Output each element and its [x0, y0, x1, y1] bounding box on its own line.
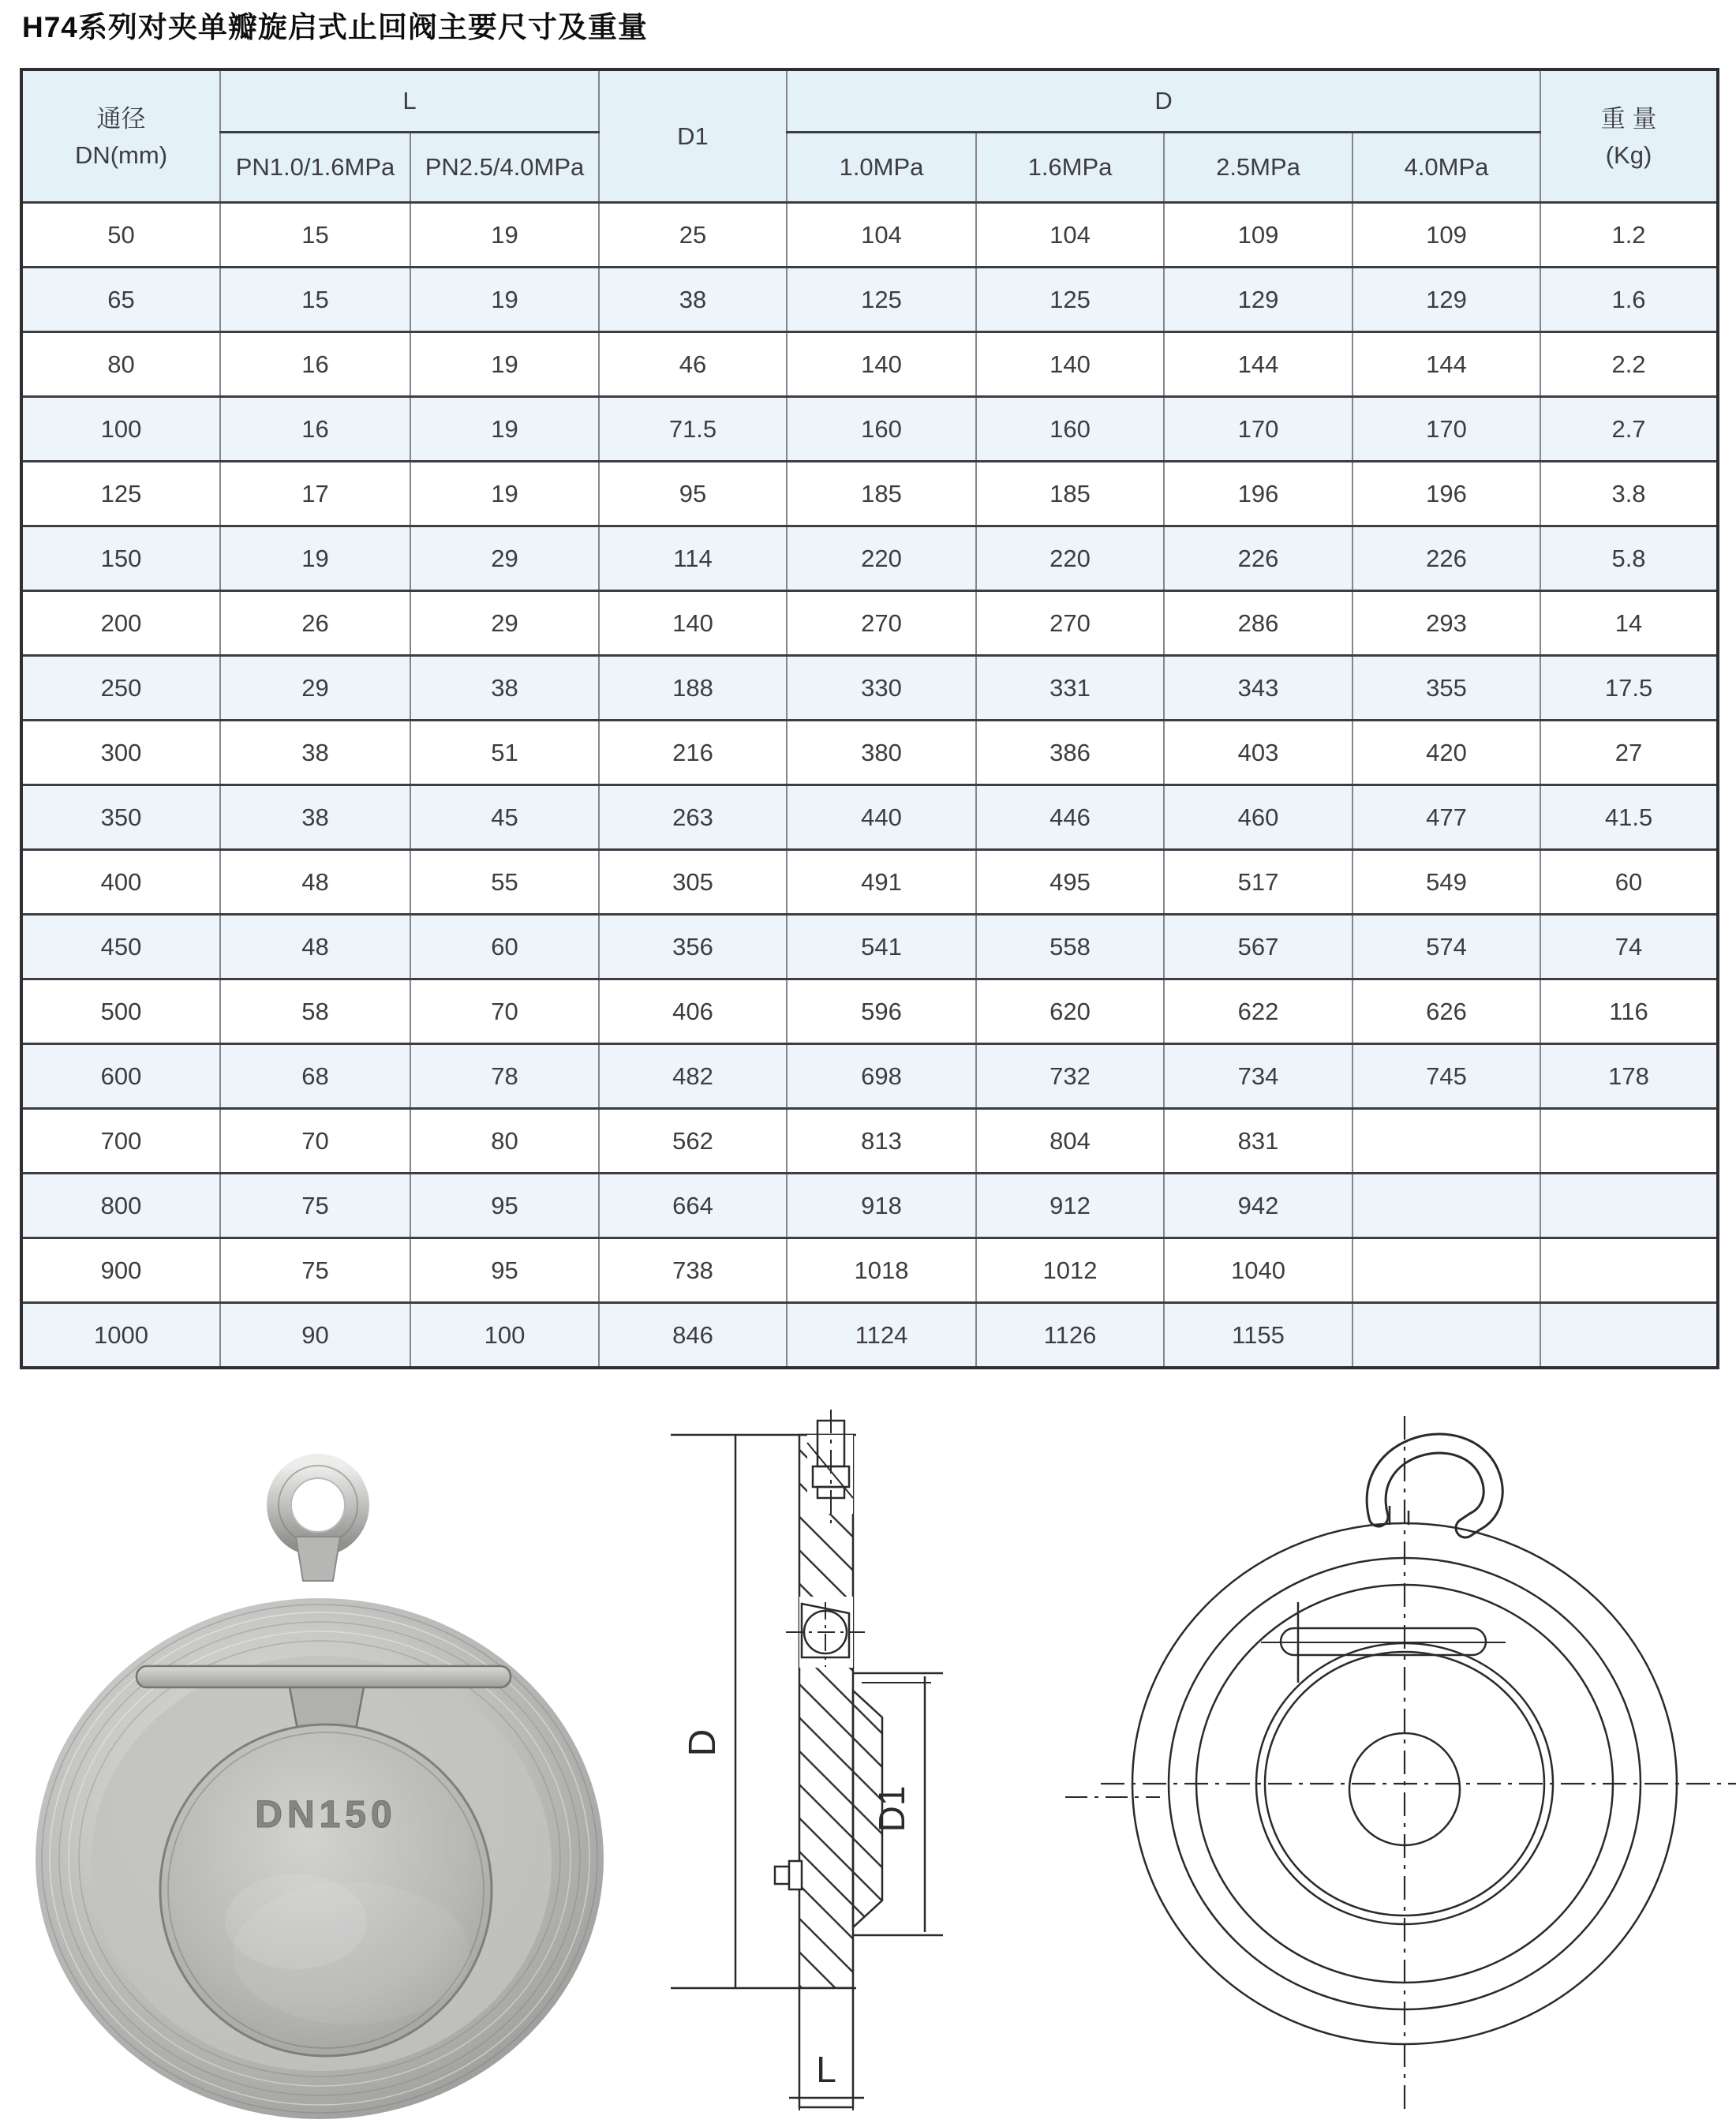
table-row	[21, 656, 1718, 721]
table-cell: 500	[21, 979, 220, 1044]
retainer-bolt-head	[775, 1867, 789, 1884]
table-cell: 355	[1353, 656, 1540, 721]
dim-label-D1: D1	[871, 1785, 912, 1833]
table-cell: 420	[1353, 721, 1540, 785]
table-cell: 71.5	[599, 397, 787, 462]
table-cell: 90	[220, 1303, 410, 1369]
table-cell: 55	[410, 850, 599, 915]
table-cell: 343	[1164, 656, 1353, 721]
table-cell: 109	[1353, 203, 1540, 268]
table-cell: 38	[410, 656, 599, 721]
table-cell: 29	[220, 656, 410, 721]
table-cell: 170	[1164, 397, 1353, 462]
table-cell: 440	[787, 785, 976, 850]
table-cell: 15	[220, 268, 410, 332]
col-header-pn25-40: PN2.5/4.0MPa	[410, 133, 599, 203]
table-cell: 125	[21, 462, 220, 526]
table-cell: 517	[1164, 850, 1353, 915]
col-header-pn10-16: PN1.0/1.6MPa	[220, 133, 410, 203]
table-cell: 80	[21, 332, 220, 397]
table-row	[21, 1174, 1718, 1238]
table-cell: 574	[1353, 915, 1540, 979]
table-cell: 196	[1164, 462, 1353, 526]
table-cell: 129	[1164, 268, 1353, 332]
table-cell: 918	[787, 1174, 976, 1238]
table-cell: 80	[410, 1109, 599, 1174]
table-cell: 16	[220, 397, 410, 462]
table-cell: 698	[787, 1044, 976, 1109]
table-cell: 95	[599, 462, 787, 526]
table-row	[21, 1238, 1718, 1303]
table-cell: 50	[21, 203, 220, 268]
table-cell: 27	[1540, 721, 1718, 785]
table-cell: 220	[787, 526, 976, 591]
col-header-d1: D1	[599, 69, 787, 203]
table-cell: 738	[599, 1238, 787, 1303]
table-cell: 185	[976, 462, 1164, 526]
table-cell: 263	[599, 785, 787, 850]
table-cell: 5.8	[1540, 526, 1718, 591]
table-cell: 2.7	[1540, 397, 1718, 462]
table-cell: 622	[1164, 979, 1353, 1044]
table-cell: 58	[220, 979, 410, 1044]
table-cell: 270	[787, 591, 976, 656]
table-cell: 200	[21, 591, 220, 656]
table-cell: 140	[976, 332, 1164, 397]
table-cell: 100	[21, 397, 220, 462]
table-row	[21, 1044, 1718, 1109]
table-cell: 19	[410, 332, 599, 397]
table-cell	[1353, 1109, 1540, 1174]
table-cell: 813	[787, 1109, 976, 1174]
table-cell: 495	[976, 850, 1164, 915]
table-cell: 95	[410, 1238, 599, 1303]
table-cell: 912	[976, 1174, 1164, 1238]
flange-section	[799, 1435, 853, 1988]
table-cell: 125	[787, 268, 976, 332]
table-cell: 1.2	[1540, 203, 1718, 268]
section-drawing	[671, 1405, 1160, 2127]
col-header-40mpa: 4.0MPa	[1353, 133, 1540, 203]
col-group-L: L	[220, 69, 599, 133]
table-cell: 125	[976, 268, 1164, 332]
table-row	[21, 462, 1718, 526]
dim-label-L: L	[816, 2049, 836, 2090]
table-cell: 1.6	[1540, 268, 1718, 332]
dim-label-D: D	[682, 1728, 724, 1757]
table-cell: 51	[410, 721, 599, 785]
table-cell: 160	[787, 397, 976, 462]
table-cell: 2.2	[1540, 332, 1718, 397]
table-cell: 17	[220, 462, 410, 526]
dimension-table	[20, 68, 1719, 1369]
table-cell: 196	[1353, 462, 1540, 526]
table-cell	[1540, 1303, 1718, 1369]
table-cell: 846	[599, 1303, 787, 1369]
table-cell: 140	[599, 591, 787, 656]
table-cell: 75	[220, 1238, 410, 1303]
table-row	[21, 397, 1718, 462]
table-cell: 380	[787, 721, 976, 785]
table-cell: 1155	[1164, 1303, 1353, 1369]
center-hole	[1349, 1733, 1460, 1845]
table-cell: 74	[1540, 915, 1718, 979]
table-cell: 38	[220, 721, 410, 785]
table-cell: 188	[599, 656, 787, 721]
table-cell: 800	[21, 1174, 220, 1238]
table-cell: 331	[976, 656, 1164, 721]
table-cell: 15	[220, 203, 410, 268]
table-cell: 160	[976, 397, 1164, 462]
table-cell: 25	[599, 203, 787, 268]
eye-ring	[279, 1466, 357, 1581]
table-cell: 330	[787, 656, 976, 721]
table-cell: 900	[21, 1238, 220, 1303]
table-cell: 562	[599, 1109, 787, 1174]
table-cell: 48	[220, 915, 410, 979]
table-cell: 216	[599, 721, 787, 785]
table-cell: 70	[410, 979, 599, 1044]
table-cell: 75	[220, 1174, 410, 1238]
table-cell: 1000	[21, 1303, 220, 1369]
col-header-16mpa: 1.6MPa	[976, 133, 1164, 203]
table-row	[21, 1109, 1718, 1174]
table-row	[21, 1303, 1718, 1369]
table-cell: 491	[787, 850, 976, 915]
table-cell: 17.5	[1540, 656, 1718, 721]
table-cell: 41.5	[1540, 785, 1718, 850]
table-cell: 14	[1540, 591, 1718, 656]
table-cell: 400	[21, 850, 220, 915]
table-cell: 140	[787, 332, 976, 397]
table-cell: 226	[1164, 526, 1353, 591]
table-body	[21, 203, 1718, 1369]
table-row	[21, 332, 1718, 397]
table-cell: 386	[976, 721, 1164, 785]
table-cell: 286	[1164, 591, 1353, 656]
table-cell: 178	[1540, 1044, 1718, 1109]
retainer-bolt-body	[789, 1861, 802, 1889]
table-cell: 60	[1540, 850, 1718, 915]
table-cell: 1124	[787, 1303, 976, 1369]
table-cell: 116	[1540, 979, 1718, 1044]
table-row	[21, 268, 1718, 332]
table-row	[21, 979, 1718, 1044]
table-cell: 16	[220, 332, 410, 397]
table-row	[21, 721, 1718, 785]
table-cell: 144	[1164, 332, 1353, 397]
table-cell: 477	[1353, 785, 1540, 850]
table-cell: 38	[599, 268, 787, 332]
col-header-25mpa: 2.5MPa	[1164, 133, 1353, 203]
table-cell: 620	[976, 979, 1164, 1044]
table-cell: 29	[410, 526, 599, 591]
table-row	[21, 915, 1718, 979]
table-cell: 482	[599, 1044, 787, 1109]
table-cell: 3.8	[1540, 462, 1718, 526]
table-cell: 220	[976, 526, 1164, 591]
table-cell: 95	[410, 1174, 599, 1238]
table-cell	[1353, 1238, 1540, 1303]
table-cell: 700	[21, 1109, 220, 1174]
table-cell: 626	[1353, 979, 1540, 1044]
table-cell: 129	[1353, 268, 1540, 332]
table-cell: 48	[220, 850, 410, 915]
disc-size-label: DN150	[255, 1794, 397, 1836]
table-cell: 60	[410, 915, 599, 979]
table-header	[21, 69, 1718, 203]
table-cell: 250	[21, 656, 220, 721]
table-cell: 558	[976, 915, 1164, 979]
table-cell: 293	[1353, 591, 1540, 656]
table-cell: 19	[220, 526, 410, 591]
table-cell	[1540, 1174, 1718, 1238]
table-cell: 549	[1353, 850, 1540, 915]
table-cell: 1126	[976, 1303, 1164, 1369]
table-cell: 68	[220, 1044, 410, 1109]
table-cell: 567	[1164, 915, 1353, 979]
table-cell: 104	[787, 203, 976, 268]
table-cell: 26	[220, 591, 410, 656]
table-cell: 734	[1164, 1044, 1353, 1109]
table-cell: 29	[410, 591, 599, 656]
col-group-D: D	[787, 69, 1540, 133]
table-cell: 109	[1164, 203, 1353, 268]
table-cell: 1012	[976, 1238, 1164, 1303]
table-cell: 270	[976, 591, 1164, 656]
table-cell: 300	[21, 721, 220, 785]
table-row	[21, 850, 1718, 915]
table-cell	[1353, 1174, 1540, 1238]
table-cell: 46	[599, 332, 787, 397]
table-cell: 942	[1164, 1174, 1353, 1238]
table-cell: 19	[410, 462, 599, 526]
table-cell: 38	[220, 785, 410, 850]
table-cell: 600	[21, 1044, 220, 1109]
table-cell: 406	[599, 979, 787, 1044]
table-cell: 19	[410, 268, 599, 332]
table-cell: 1040	[1164, 1238, 1353, 1303]
col-header-10mpa: 1.0MPa	[787, 133, 976, 203]
table-cell: 732	[976, 1044, 1164, 1109]
table-cell: 1018	[787, 1238, 976, 1303]
front-view-drawing	[1101, 1405, 1736, 2127]
table-cell: 350	[21, 785, 220, 850]
table-cell: 450	[21, 915, 220, 979]
table-cell: 831	[1164, 1109, 1353, 1174]
table-cell: 446	[976, 785, 1164, 850]
table-cell: 114	[599, 526, 787, 591]
table-cell: 45	[410, 785, 599, 850]
table-cell: 226	[1353, 526, 1540, 591]
table-cell: 596	[787, 979, 976, 1044]
table-cell: 664	[599, 1174, 787, 1238]
table-row	[21, 591, 1718, 656]
table-row	[21, 785, 1718, 850]
table-cell: 104	[976, 203, 1164, 268]
table-cell: 65	[21, 268, 220, 332]
lifting-hook	[1376, 1444, 1493, 1528]
table-cell: 745	[1353, 1044, 1540, 1109]
table-cell: 100	[410, 1303, 599, 1369]
valve-photo	[12, 1417, 627, 2127]
table-cell	[1353, 1303, 1540, 1369]
table-cell: 541	[787, 915, 976, 979]
table-cell: 403	[1164, 721, 1353, 785]
table-cell: 78	[410, 1044, 599, 1109]
table-cell: 19	[410, 397, 599, 462]
table-cell: 19	[410, 203, 599, 268]
table-row	[21, 203, 1718, 268]
table-row	[21, 526, 1718, 591]
col-header-weight: 重 量 (Kg)	[1540, 69, 1718, 203]
table-cell: 185	[787, 462, 976, 526]
table-cell	[1540, 1109, 1718, 1174]
page-title: H74系列对夹单瓣旋启式止回阀主要尺寸及重量	[22, 11, 648, 43]
table-cell: 144	[1353, 332, 1540, 397]
table-cell: 804	[976, 1109, 1164, 1174]
valve-disc	[160, 1724, 492, 2056]
table-cell: 305	[599, 850, 787, 915]
table-cell: 460	[1164, 785, 1353, 850]
table-cell: 70	[220, 1109, 410, 1174]
table-cell: 170	[1353, 397, 1540, 462]
col-header-dn: 通径 DN(mm)	[21, 69, 220, 203]
table-cell: 150	[21, 526, 220, 591]
table-cell	[1540, 1238, 1718, 1303]
table-cell: 356	[599, 915, 787, 979]
